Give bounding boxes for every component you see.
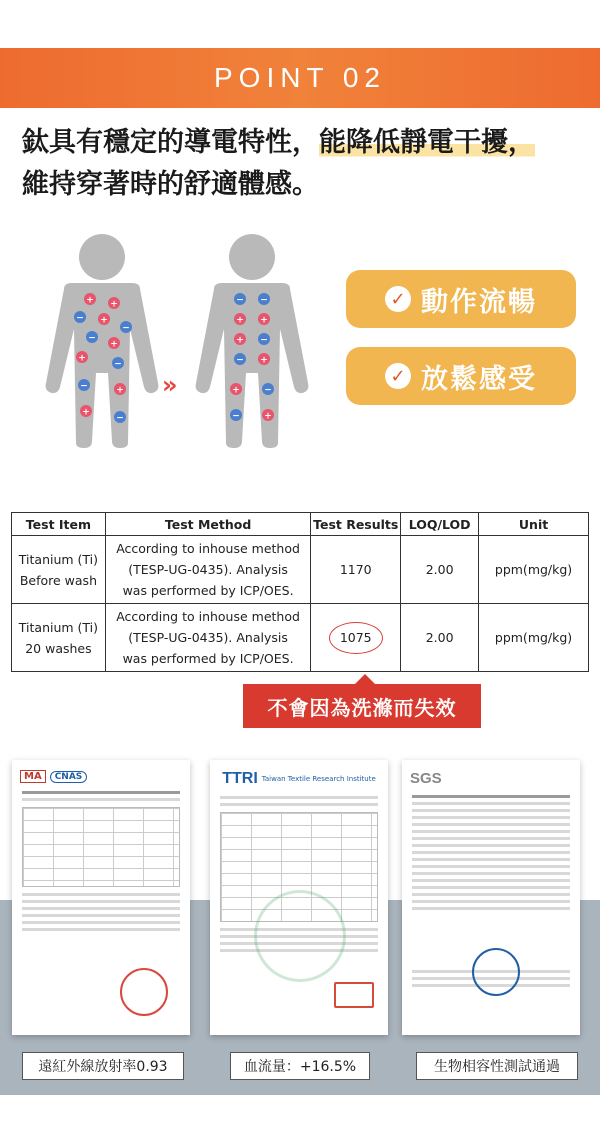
headline-part-a: 鈦具有穩定的導電特性，: [22, 127, 319, 158]
headline-highlight: 能降低靜電干擾，: [319, 127, 535, 158]
red-seal-icon: [120, 968, 168, 1016]
item-name: Titanium (Ti): [18, 619, 99, 635]
svg-text:+: +: [260, 315, 268, 326]
cert-logo-row: [402, 760, 580, 791]
figure-before-icon: [42, 233, 162, 448]
cell-test-result: 1170: [311, 536, 401, 604]
cell-unit: ppm(mg/kg): [479, 536, 589, 604]
header-loq-lod: LOQ/LOD: [401, 513, 479, 536]
headline-line-2: 維持穿著時的舒適體感。: [22, 169, 319, 200]
caption-blood-flow: 血流量：+16.5%: [230, 1052, 370, 1080]
svg-text:+: +: [86, 295, 94, 306]
method-line: (TESP-UG-0435). Analysis: [128, 562, 288, 577]
svg-text:−: −: [236, 355, 244, 366]
method-line: (TESP-UG-0435). Analysis: [128, 630, 288, 645]
svg-text:+: +: [236, 315, 244, 326]
method-line: was performed by ICP/OES.: [122, 651, 294, 666]
svg-text:−: −: [260, 295, 268, 306]
cnas-logo: CNAS: [50, 771, 88, 783]
svg-text:−: −: [114, 359, 122, 370]
ma-logo: MA: [20, 770, 46, 783]
chevron-right-icon: »: [162, 371, 178, 399]
svg-text:−: −: [122, 323, 130, 334]
caption-far-infrared: 遠紅外線放射率0.93: [22, 1052, 184, 1080]
red-seal-icon: [334, 982, 374, 1008]
svg-text:+: +: [110, 299, 118, 310]
svg-text:−: −: [80, 381, 88, 392]
table-header-row: [12, 513, 589, 536]
point-banner: [0, 48, 600, 108]
svg-text:+: +: [232, 385, 240, 396]
svg-text:+: +: [110, 339, 118, 350]
figure-after-icon: [192, 233, 312, 448]
svg-text:−: −: [264, 385, 272, 396]
svg-text:−: −: [88, 333, 96, 344]
wash-durability-callout: 不會因為洗滌而失效: [243, 684, 481, 728]
svg-text:+: +: [264, 411, 272, 422]
svg-text:+: +: [82, 407, 90, 418]
table-row: [12, 536, 589, 604]
ttri-logo-subtitle: Taiwan Textile Research Institute: [261, 775, 376, 783]
headline-line-1: [22, 122, 582, 164]
method-line: According to inhouse method: [116, 609, 300, 624]
item-name: Titanium (Ti): [18, 551, 99, 567]
cell-test-method: [105, 536, 310, 604]
point-banner-text: POINT 02: [214, 62, 386, 93]
svg-text:+: +: [78, 353, 86, 364]
header-test-item: Test Item: [12, 513, 106, 536]
svg-text:+: +: [116, 385, 124, 396]
cell-test-result: [311, 604, 401, 672]
header-unit: Unit: [479, 513, 589, 536]
benefit-label: 動作流暢: [421, 286, 537, 318]
benefit-pill-smooth-motion: [346, 270, 576, 328]
item-condition: 20 washes: [25, 640, 92, 656]
ttri-logo: TTRI: [222, 770, 258, 787]
sgs-logo: SGS: [410, 770, 442, 787]
cell-test-item: [12, 536, 106, 604]
svg-text:−: −: [260, 335, 268, 346]
certificate-blood-flow: [210, 760, 388, 1035]
cell-unit: ppm(mg/kg): [479, 604, 589, 672]
cert-logo-row: [12, 760, 190, 787]
highlighted-result: 1075: [329, 622, 383, 654]
cell-test-item: [12, 604, 106, 672]
sgs-seal-icon: [472, 948, 520, 996]
cell-loq: 2.00: [401, 604, 479, 672]
svg-text:−: −: [232, 411, 240, 422]
header-test-results: Test Results: [311, 513, 401, 536]
benefit-pill-relaxation: [346, 347, 576, 405]
cert-logo-row: [210, 760, 388, 792]
svg-text:−: −: [76, 313, 84, 324]
item-condition: Before wash: [19, 572, 97, 588]
cert-table-grid: [22, 807, 180, 887]
cell-loq: 2.00: [401, 536, 479, 604]
table-row: [12, 604, 589, 672]
benefit-label: 放鬆感受: [421, 363, 537, 395]
svg-text:−: −: [236, 295, 244, 306]
cell-test-method: [105, 604, 310, 672]
svg-text:+: +: [260, 355, 268, 366]
svg-text:−: −: [116, 413, 124, 424]
svg-text:+: +: [236, 335, 244, 346]
method-line: According to inhouse method: [116, 541, 300, 556]
check-circle-icon: ✓: [385, 286, 411, 312]
certificate-biocompatibility: [402, 760, 580, 1035]
method-line: was performed by ICP/OES.: [122, 583, 294, 598]
svg-text:+: +: [100, 315, 108, 326]
caption-biocompatibility: 生物相容性測試通過: [416, 1052, 578, 1080]
test-results-table: [11, 512, 589, 672]
check-circle-icon: ✓: [385, 363, 411, 389]
headline: [22, 122, 582, 206]
certificate-far-infrared: [12, 760, 190, 1035]
header-test-method: Test Method: [105, 513, 310, 536]
